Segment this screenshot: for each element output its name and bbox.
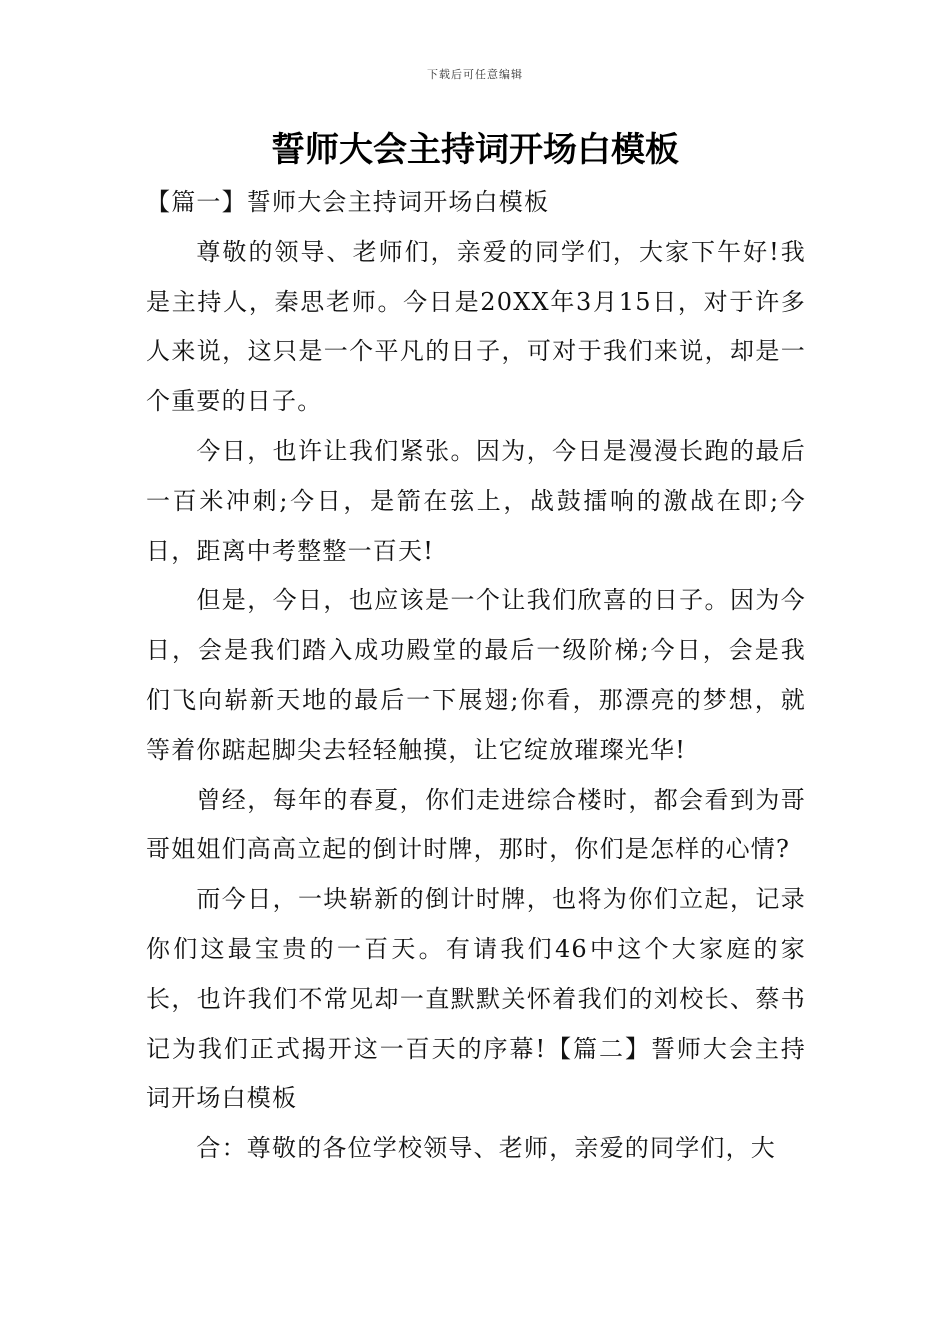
header-note: 下载后可任意编辑 <box>427 68 523 81</box>
paragraph: 合：尊敬的各位学校领导、老师，亲爱的同学们，大 <box>196 1134 776 1163</box>
paragraph: 而今日，一块崭新的倒计时牌，也将为你们立起，记录你们这最宝贵的一百天。有请我们46中这个大家庭的家长，也许我们不常见却一直默默关怀着我们的刘校长、蔡书记为我们正式揭开这一百天的序幕!【篇二】誓师大会主持词开场白模板 <box>146 885 806 1113</box>
paragraph: 尊敬的领导、老师们，亲爱的同学们，大家下午好!我是主持人，秦思老师。今日是20XX年3月15日，对于许多人来说，这只是一个平凡的日子，可对于我们来说，却是一个重要的日子。 <box>146 237 806 416</box>
paragraph: 今日，也许让我们紧张。因为，今日是漫漫长跑的最后一百米冲刺;今日，是箭在弦上，战鼓擂响的激战在即;今日，距离中考整整一百天! <box>146 436 806 565</box>
paragraph: 但是，今日，也应该是一个让我们欣喜的日子。因为今日，会是我们踏入成功殿堂的最后一级阶梯;今日，会是我们飞向崭新天地的最后一下展翅;你看，那漂亮的梦想，就等着你踮起脚尖去轻轻触摸，让它绽放璀璨光华! <box>146 586 806 764</box>
document-body <box>146 178 806 1174</box>
document-title: 誓师大会主持词开场白模板 <box>271 130 679 170</box>
paragraph: 曾经，每年的春夏，你们走进综合楼时，都会看到为哥哥姐姐们高高立起的倒计时牌，那时，你们是怎样的心情? <box>146 785 806 864</box>
section-heading: 【篇一】誓师大会主持词开场白模板 <box>146 188 550 216</box>
